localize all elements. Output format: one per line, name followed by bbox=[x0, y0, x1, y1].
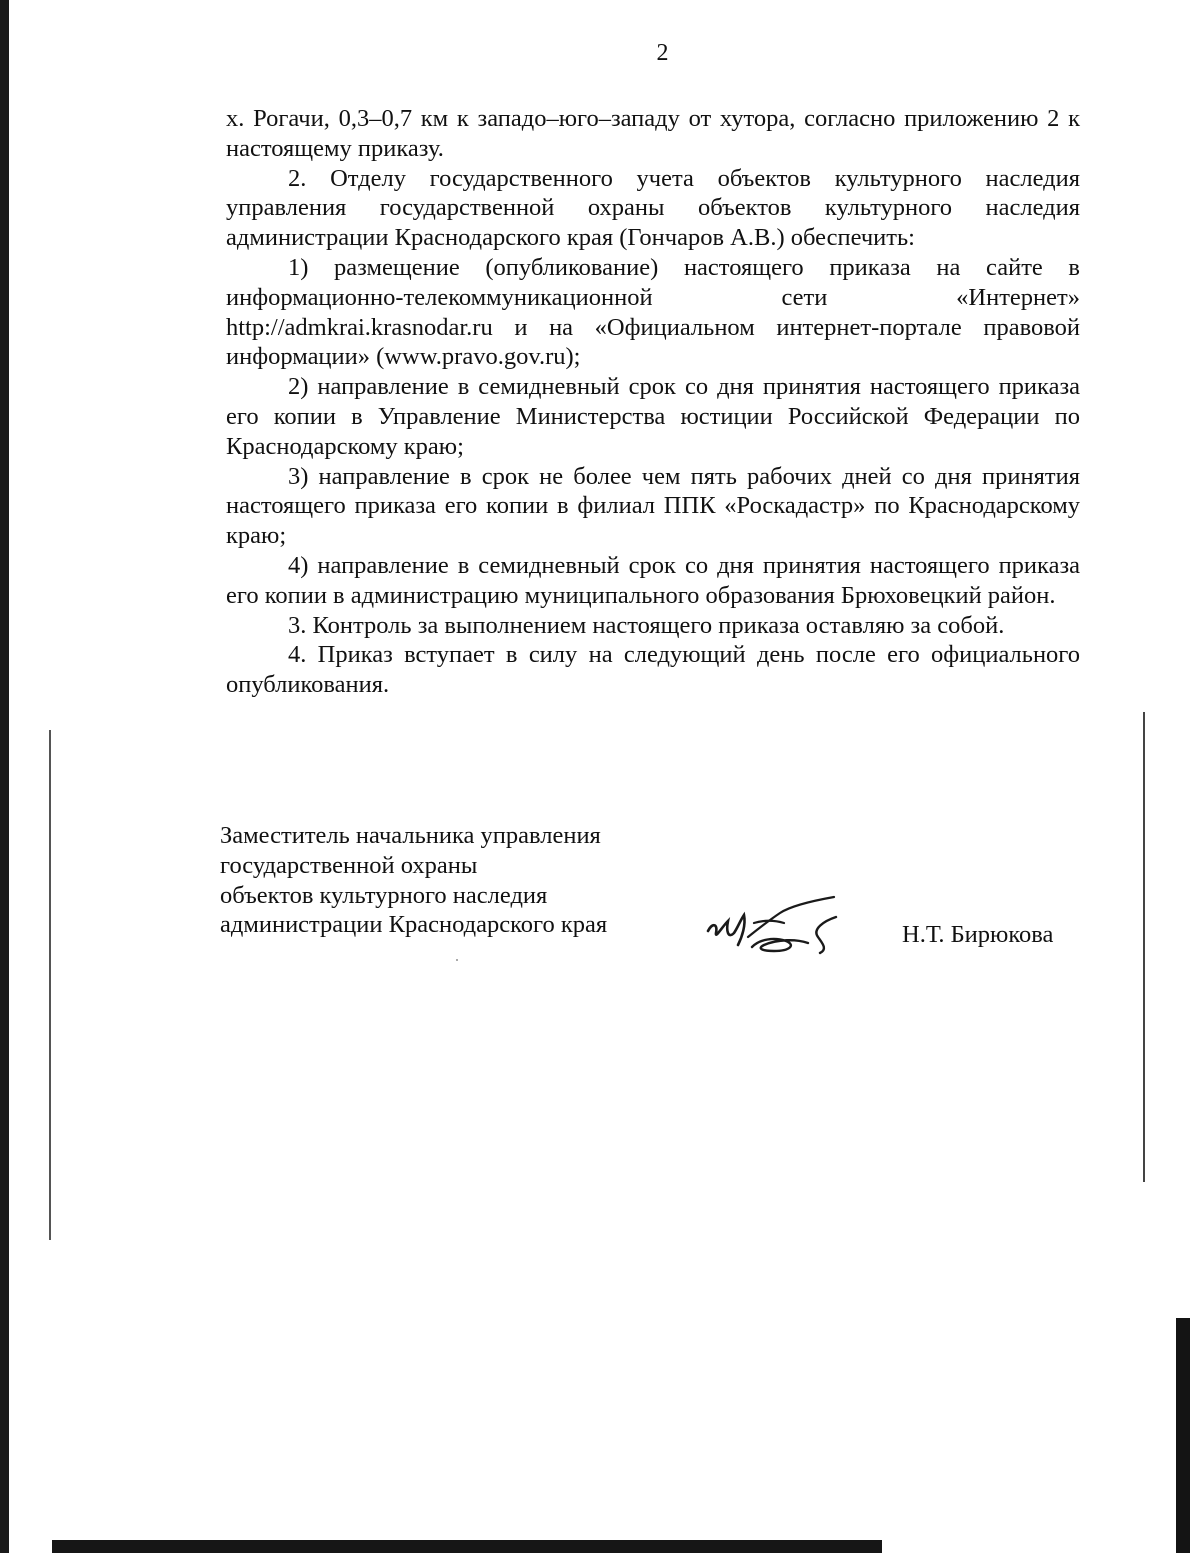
paragraph-subitem-3: 3) направление в срок не более чем пять рабочих дней со дня принятия настоящего приказа его копии в филиал ППК «Роскадастр» по Краснодарскому краю; bbox=[226, 462, 1080, 550]
document-body bbox=[226, 104, 1080, 700]
paragraph-item-3: 3. Контроль за выполнением настоящего приказа оставляю за собой. bbox=[288, 611, 1005, 639]
scan-line-left bbox=[49, 730, 51, 1240]
handwritten-signature bbox=[704, 893, 854, 957]
paragraph-item-2: 2. Отделу государственного учета объектов культурного наследия управления государственной охраны объектов культурного наследия администрации Краснодарского края (Гончаров А.В.) обеспечить: bbox=[226, 164, 1080, 252]
scan-edge-bottom bbox=[52, 1540, 882, 1553]
signature-block bbox=[220, 821, 1100, 961]
paragraph-item-4: 4. Приказ вступает в силу на следующий день после его официального опубликования. bbox=[226, 641, 1080, 699]
scan-line-right bbox=[1143, 712, 1145, 1182]
scan-edge-right bbox=[1176, 1318, 1190, 1553]
position-line: объектов культурного наследия bbox=[220, 881, 548, 909]
paragraph-subitem-4: 4) направление в семидневный срок со дня принятия настоящего приказа его копии в администрацию муниципального образования Брюховецкий район. bbox=[226, 551, 1080, 609]
scan-speck bbox=[456, 959, 458, 961]
paragraph-subitem-2: 2) направление в семидневный срок со дня принятия настоящего приказа его копии в Управление Министерства юстиции Российской Федерации по Краснодарскому краю; bbox=[226, 373, 1080, 460]
position-line: Заместитель начальника управления bbox=[220, 822, 601, 849]
paragraph-continuation: х. Рогачи, 0,3–0,7 км к западо–юго–западу от хутора, согласно приложению 2 к настоящему приказу. bbox=[226, 105, 1080, 162]
position-line: государственной охраны bbox=[220, 851, 478, 879]
scan-edge-left bbox=[0, 0, 9, 1553]
page-number: 2 bbox=[656, 40, 669, 66]
signatory-name: Н.Т. Бирюкова bbox=[902, 921, 1054, 948]
paragraph-subitem-1: 1) размещение (опубликование) настоящего приказа на сайте в информационно-телекоммуникационной сети «Интернет» http://admkrai.krasnodar.ru и на «Официальном интернет-портале правовой информации» (www.pravo.gov.ru); bbox=[226, 253, 1080, 371]
position-line: администрации Краснодарского края bbox=[220, 911, 608, 939]
